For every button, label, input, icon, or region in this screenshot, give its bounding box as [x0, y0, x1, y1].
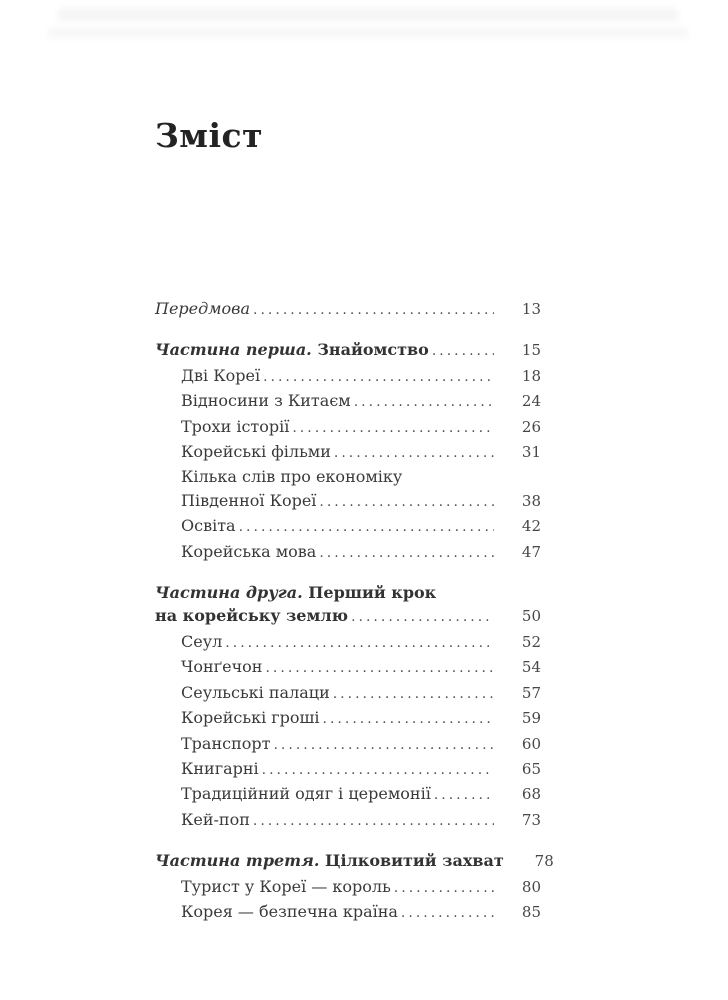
toc-entry — [155, 581, 541, 630]
toc-entry — [155, 900, 541, 925]
toc-entry-label: Дві Кореї — [181, 365, 261, 385]
toc-entry-line — [155, 849, 554, 874]
toc-entry-line — [155, 440, 541, 465]
toc-entry-line — [155, 364, 541, 389]
toc-page-number: 78 — [534, 852, 554, 871]
toc-entry-label: Корея — безпечна країна — [181, 901, 398, 921]
toc-page-number: 80 — [521, 877, 541, 896]
toc-entry — [155, 415, 541, 440]
toc-page-number: 38 — [521, 491, 541, 510]
toc-entry-label: на корейську землю — [155, 606, 349, 626]
toc-entry-line — [155, 782, 541, 807]
toc-entry-line — [155, 514, 541, 539]
toc-page-number: 13 — [521, 300, 541, 318]
toc-entry-line — [155, 581, 541, 604]
toc-entry-label: Сеул — [181, 631, 223, 651]
toc-dot-leader — [319, 542, 494, 565]
toc-dot-leader — [334, 442, 494, 465]
toc-dot-leader — [323, 708, 494, 731]
toc-entry-label: Освіта — [181, 516, 236, 536]
toc-part-prefix: Частина третя. — [155, 851, 325, 871]
toc-entry-line — [155, 681, 541, 706]
toc-entry — [155, 849, 554, 874]
toc-entry-line — [155, 489, 541, 514]
toc-page-number: 31 — [521, 443, 541, 462]
toc-entry-label: Книгарні — [181, 758, 259, 778]
toc-entry-label: Частина друга. Перший крок — [155, 583, 437, 603]
toc-page-number: 60 — [521, 734, 541, 753]
toc-entry — [155, 706, 541, 731]
toc-dot-leader — [253, 299, 494, 322]
toc-entry — [155, 875, 541, 900]
toc-entry — [155, 732, 541, 757]
toc-page-number: 59 — [521, 709, 541, 728]
toc-entry-line — [155, 389, 541, 414]
toc-dot-leader — [319, 491, 494, 514]
toc-page-number: 57 — [521, 683, 541, 702]
scan-artifact — [48, 27, 688, 38]
toc-entry-line — [155, 655, 541, 680]
toc-entry-label: Турист у Кореї — король — [181, 876, 391, 896]
toc-entry — [155, 681, 541, 706]
toc-entry-line — [155, 604, 541, 629]
toc-entry-label: Традиційний одяг і церемонії — [181, 784, 431, 804]
toc-entry — [155, 514, 541, 539]
toc-entry-line — [155, 757, 541, 782]
toc-entry — [155, 782, 541, 807]
toc-entry — [155, 297, 541, 322]
toc-dot-leader — [225, 632, 494, 655]
toc-dot-leader — [401, 902, 494, 925]
toc-dot-leader — [253, 810, 494, 833]
toc-entry — [155, 440, 541, 465]
toc-page-number: 85 — [521, 902, 541, 921]
toc-dot-leader — [354, 391, 494, 414]
toc-page-number: 52 — [521, 632, 541, 651]
toc-entry-line — [155, 875, 541, 900]
toc-entry-line — [155, 415, 541, 440]
toc-entry-line — [155, 540, 541, 565]
toc-entry-label: Кей-поп — [181, 809, 250, 829]
toc-page-number: 50 — [521, 607, 541, 626]
toc-entry — [155, 465, 541, 514]
toc-page-number: 15 — [521, 341, 541, 360]
toc-entry-line — [155, 630, 541, 655]
toc-entry-label: Корейські гроші — [181, 708, 320, 728]
toc-entry-label: Відносини з Китаєм — [181, 391, 351, 411]
toc-page-number: 26 — [521, 417, 541, 436]
toc-dot-leader — [239, 516, 494, 539]
toc-entry-line — [155, 900, 541, 925]
toc-entry-label: Кілька слів про економіку — [181, 467, 403, 487]
toc-dot-leader — [333, 683, 494, 706]
toc-dot-leader — [262, 759, 494, 782]
toc-entry — [155, 655, 541, 680]
toc-entry — [155, 338, 541, 363]
toc-entry-label: Передмова — [155, 299, 251, 318]
toc-dot-leader — [273, 734, 494, 757]
toc-entry — [155, 364, 541, 389]
toc-dot-leader — [265, 657, 494, 680]
toc-entry-label: Транспорт — [181, 733, 271, 753]
toc-entry-label: Південної Кореї — [181, 490, 317, 510]
toc-entry-label: Частина перша. Знайомство — [155, 340, 429, 360]
toc-dot-leader — [432, 340, 494, 363]
toc-entry — [155, 808, 541, 833]
toc-dot-leader — [434, 784, 494, 807]
toc-page-number: 73 — [521, 810, 541, 829]
toc-entry-line — [155, 706, 541, 731]
toc-entry-line — [155, 732, 541, 757]
toc-dot-leader — [394, 877, 494, 900]
toc-dot-leader — [263, 366, 494, 389]
toc-page-number: 68 — [521, 785, 541, 804]
scan-artifact — [58, 8, 678, 21]
toc-entry-label: Частина третя. Цілковитий захват — [155, 851, 504, 871]
toc-entry-label: Трохи історії — [181, 416, 290, 436]
toc-entry — [155, 630, 541, 655]
toc-entry-label: Сеульські палаци — [181, 682, 330, 702]
toc-page-number: 18 — [521, 366, 541, 385]
toc-entry — [155, 389, 541, 414]
toc-part-prefix: Частина перша. — [155, 340, 318, 360]
toc-page-number: 47 — [521, 542, 541, 561]
toc-page-number: 65 — [521, 759, 541, 778]
toc-part-prefix: Частина друга. — [155, 583, 309, 603]
toc-entry-label: Чонґечон — [181, 657, 263, 677]
toc-entry-line — [155, 338, 541, 363]
page-title: Зміст — [155, 116, 264, 155]
toc-page-number: 24 — [521, 392, 541, 411]
toc-entry-line — [155, 465, 541, 488]
toc-page-number: 54 — [521, 658, 541, 677]
toc-dot-leader — [351, 606, 494, 629]
toc-page-number: 42 — [521, 517, 541, 536]
toc-dot-leader — [292, 417, 494, 440]
table-of-contents — [155, 297, 554, 925]
toc-entry — [155, 757, 541, 782]
toc-entry — [155, 540, 541, 565]
toc-entry-line — [155, 297, 541, 322]
toc-entry-label: Корейська мова — [181, 541, 317, 561]
toc-entry-label: Корейські фільми — [181, 442, 331, 462]
toc-entry-line — [155, 808, 541, 833]
